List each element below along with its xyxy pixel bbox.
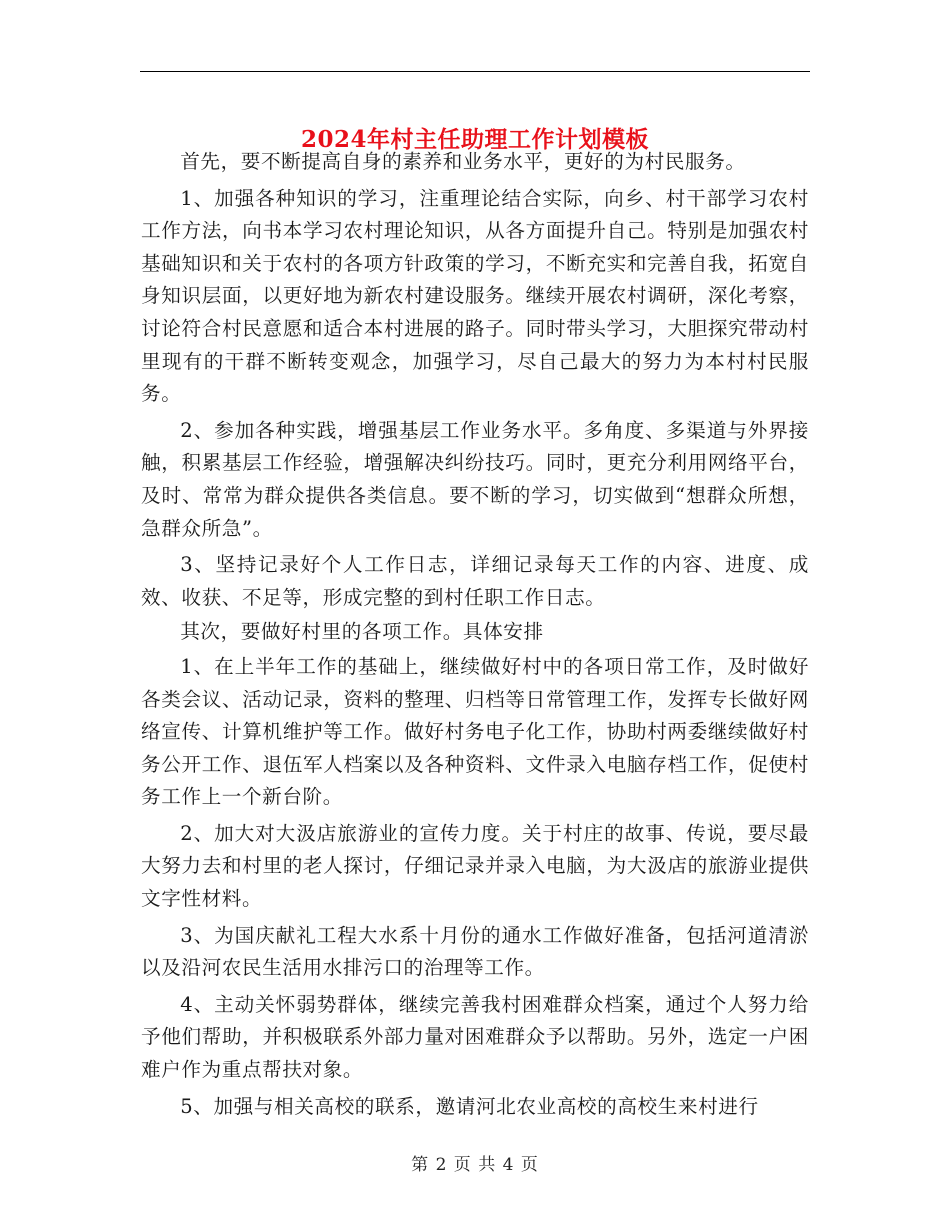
paragraph-item: 3、为国庆献礼工程大水系十月份的通水工作做好准备，包括河道清淤以及沿河农民生活用水排污口的治理等工作。 [141,923,809,980]
paragraph-item: 1、在上半年工作的基础上，继续做好村中的各项日常工作，及时做好各类会议、活动记录，资料的整理、归档等日常管理工作，发挥专长做好网络宣传、计算机维护等工作。做好村务电子化工作，协助村两委继续做好村务公开工作、退伍军人档案以及各种资料、文件录入电脑存档工作，促使村务工作上一个新台阶。 [141,654,809,809]
paragraph-item: 5、加强与相关高校的联系，邀请河北农业高校的高校生来村进行 [180,1094,759,1118]
document-title: 2024年村主任助理工作计划模板 [300,126,649,154]
document-body [141,146,809,1127]
paragraph-item: 1、加强各种知识的学习，注重理论结合实际，向乡、村干部学习农村工作方法，向书本学习农村理论知识，从各方面提升自己。特别是加强农村基础知识和关于农村的各项方针政策的学习，不断充实和完善自我，拓宽自身知识层面，以更好地为新农村建设服务。继续开展农村调研，深化考察，讨论符合村民意愿和适合本村进展的路子。同时带头学习，大胆探究带动村里现有的干群不断转变观念，加强学习，尽自己最大的努力为本村村民服务。 [141,186,809,406]
page-number-footer: 第 2 页 共 4 页 [411,1155,539,1175]
paragraph-item: 3、坚持记录好个人工作日志，详细记录每天工作的内容、进度、成效、收获、不足等，形成完整的到村任职工作日志。 [141,553,809,609]
header-rule [140,71,810,72]
paragraph-item: 2、加大对大汲店旅游业的宣传力度。关于村庄的故事、传说，要尽最大努力去和村里的老人探讨，仔细记录并录入电脑，为大汲店的旅游业提供文字性材料。 [141,821,809,911]
paragraph-intro-1: 首先，要不断提高自身的素养和业务水平，更好的为村民服务。 [180,150,746,173]
paragraph-item: 4、主动关怀弱势群体，继续完善我村困难群众档案，通过个人努力给予他们帮助，并积极联系外部力量对困难群众予以帮助。另外，选定一户困难户作为重点帮扶对象。 [141,992,809,1082]
paragraph-intro-2: 其次，要做好村里的各项工作。具体安排 [180,620,544,644]
paragraph-item: 2、参加各种实践，增强基层工作业务水平。多角度、多渠道与外界接触，积累基层工作经验，增强解决纠纷技巧。同时，更充分利用网络平台，及时、常常为群众提供各类信息。要不断的学习，切实做到“想群众所想，急群众所急”。 [141,418,809,540]
